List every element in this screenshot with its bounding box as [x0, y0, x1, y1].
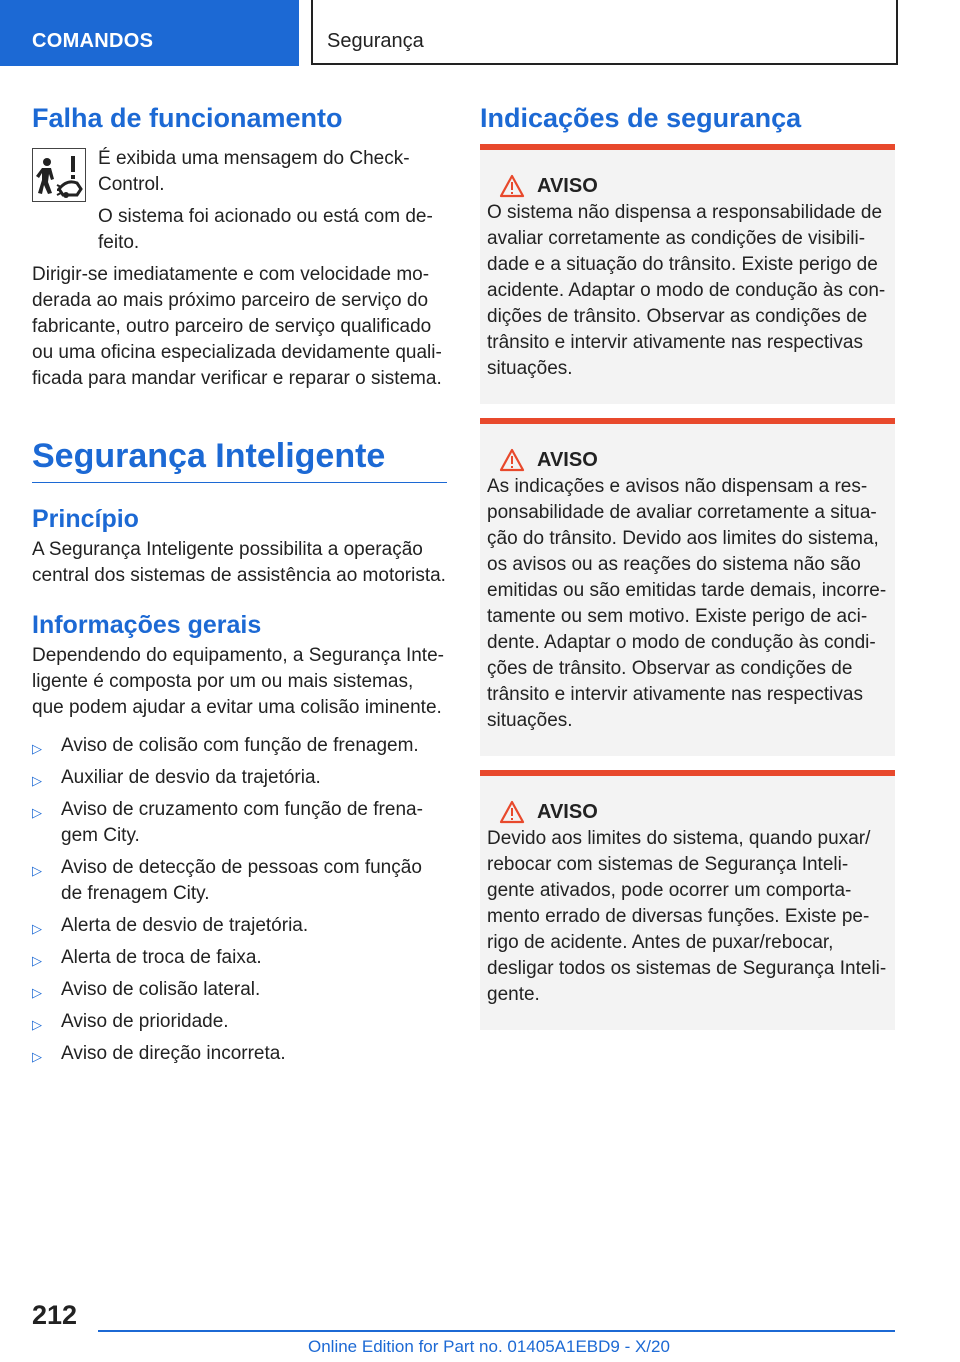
warning-title: AVISO	[499, 798, 887, 826]
warning-title: AVISO	[499, 172, 887, 200]
header-section-label: COMANDOS	[32, 30, 154, 52]
feature-list	[32, 733, 447, 1067]
warning-text: O sistema não dispensa a responsabilidade de avaliar corretamente as condições de visibilidade e a situação do trânsito. Existe perigo de acidente. Adaptar o modo de condução às condições de trânsito. Observar as condições de trânsito e intervir ativamente nas respectivas situações.	[487, 202, 886, 379]
list-item: ▷ Aviso de colisão lateral.	[32, 977, 447, 1003]
warning-text: As indicações e avisos não dispensam a responsabilidade de avaliar corretamente a situação do trânsito. Devido aos limites do sistema, os avisos ou as reações do sistema não são emitidas ou são emitidas tarde demais, incorretamente ou sem motivo. Existe perigo de acidente. Adaptar o modo de condução às condições de trânsito. Observar as condições de trânsito e intervir ativamente nas respectivas situações.	[487, 476, 887, 731]
list-item: ▷ Auxiliar de desvio da trajetória.	[32, 765, 447, 791]
safety-heading: Indicações de segurança	[480, 103, 802, 133]
warning-text: Devido aos limites do sistema, quando puxar/ rebocar com sistemas de Segurança Inteligente ativados, pode ocorrer um comportamento errado de diversas funções. Existe perigo de acidente. Antes de puxar/rebocar, desligar todos os sistemas de Segurança Inteligente.	[487, 828, 887, 1005]
bullet-triangle-icon: ▷	[32, 863, 42, 878]
warning-box	[480, 144, 895, 404]
page-title: Segurança Inteligente	[32, 437, 386, 475]
bullet-triangle-icon: ▷	[32, 985, 42, 1000]
pedestrian-warning-icon	[32, 148, 86, 202]
principle-heading: Princípio	[32, 505, 139, 533]
warning-triangle-icon	[499, 448, 525, 472]
bullet-triangle-icon: ▷	[32, 773, 42, 788]
bullet-triangle-icon: ▷	[32, 953, 42, 968]
list-item: ▷ Alerta de troca de faixa.	[32, 945, 447, 971]
list-item: ▷ Aviso de prioridade.	[32, 1009, 447, 1035]
warning-box	[480, 418, 895, 756]
warning-box	[480, 770, 895, 1030]
bullet-triangle-icon: ▷	[32, 805, 42, 820]
malfunction-heading: Falha de funcionamento	[32, 103, 343, 133]
malfunction-state: O sistema foi acionado ou está com defeito.	[98, 206, 433, 253]
bullet-triangle-icon: ▷	[32, 1017, 42, 1032]
principle-text: A Segurança Inteligente possibilita a operação central dos sistemas de assistência ao motorista.	[32, 539, 446, 586]
malfunction-action: Dirigir-se imediatamente e com velocidade moderada ao mais próximo parceiro de serviço do fabricante, outro parceiro de serviço qualificado ou uma oficina especializada devidamente qualificada para mandar verificar e reparar o sistema.	[32, 264, 442, 389]
info-heading: Informações gerais	[32, 611, 262, 639]
warning-title: AVISO	[499, 446, 887, 474]
malfunction-message: É exibida uma mensagem do Check-Control.	[98, 148, 410, 195]
list-item: ▷ Aviso de cruzamento com função de frenagem City.	[32, 799, 423, 846]
footer-rule	[98, 1330, 895, 1332]
right-column	[480, 98, 895, 1044]
list-item: ▷ Alerta de desvio de trajetória.	[32, 913, 447, 939]
header-topic-label: Segurança	[327, 30, 424, 52]
warning-triangle-icon	[499, 800, 525, 824]
bullet-triangle-icon: ▷	[32, 1049, 42, 1064]
list-item: ▷ Aviso de direção incorreta.	[32, 1041, 447, 1067]
bullet-triangle-icon: ▷	[32, 741, 42, 756]
header-topic-tab	[311, 0, 898, 65]
page-number: 212	[32, 1300, 78, 1330]
list-item: ▷ Aviso de colisão com função de frenagem.	[32, 733, 447, 759]
warning-triangle-icon	[499, 174, 525, 198]
list-item: ▷ Aviso de detecção de pessoas com função de frenagem City.	[32, 857, 422, 904]
edition-info: Online Edition for Part no. 01405A1EBD9 - X/20	[308, 1337, 670, 1356]
header-section-tab	[0, 0, 299, 66]
info-text: Dependendo do equipamento, a Segurança Inteligente é composta por um ou mais sistemas, que podem ajudar a evitar uma colisão iminente.	[32, 645, 444, 718]
bullet-triangle-icon: ▷	[32, 921, 42, 936]
left-column	[32, 98, 447, 1073]
